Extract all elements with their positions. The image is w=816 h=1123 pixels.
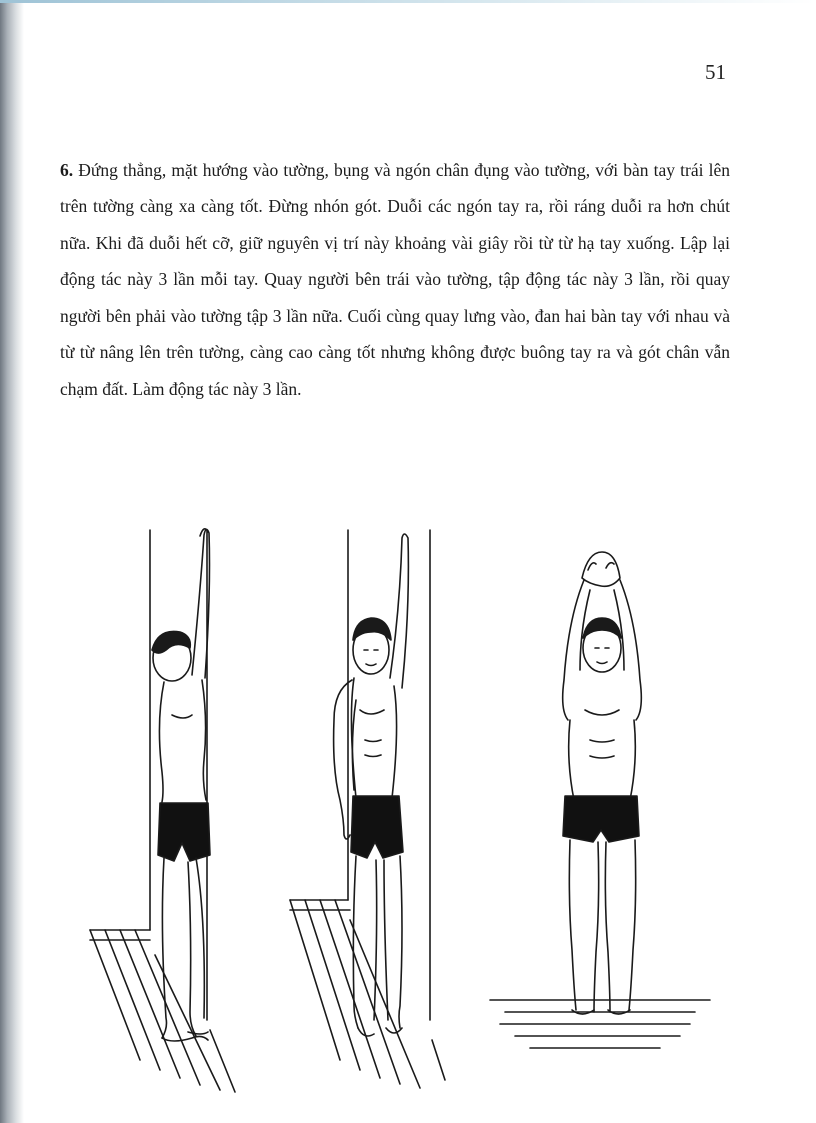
exercise-text: Đứng thẳng, mặt hướng vào tường, bụng và ngón chân đụng vào tường, với bàn tay trái lên trên tường càng xa càng tốt. Đừng nhón gót. Duỗi các ngón tay ra, rồi ráng duỗi ra hơn chút nữa. Khi đã duỗi hết cỡ, giữ nguyên vị trí này khoảng vài giây rồi từ từ hạ tay xuống. Lập lại động tác này 3 lần mỗi tay. Quay người bên trái vào tường, tập động tác này 3 lần, rồi quay người bên phải vào tường tập 3 lần nữa. Cuối cùng quay lưng vào, đan hai bàn tay với nhau và từ từ nâng lên trên tường, càng cao càng tốt nhưng không được buông tay ra và gót chân vẫn chạm đất. Làm động tác này 3 lần. (60, 159, 730, 399)
book-spine-shadow (0, 0, 24, 1123)
exercise-illustration (60, 500, 750, 1100)
figure-back-both-arms (490, 552, 710, 1048)
figure-side-stretch (90, 529, 235, 1092)
exercise-paragraph (60, 152, 730, 408)
page-number: 51 (705, 60, 726, 84)
exercise-number: 6. (60, 159, 74, 180)
figure-front-one-arm (290, 530, 445, 1088)
page-top-edge (0, 0, 816, 3)
illustration-svg (60, 500, 750, 1100)
